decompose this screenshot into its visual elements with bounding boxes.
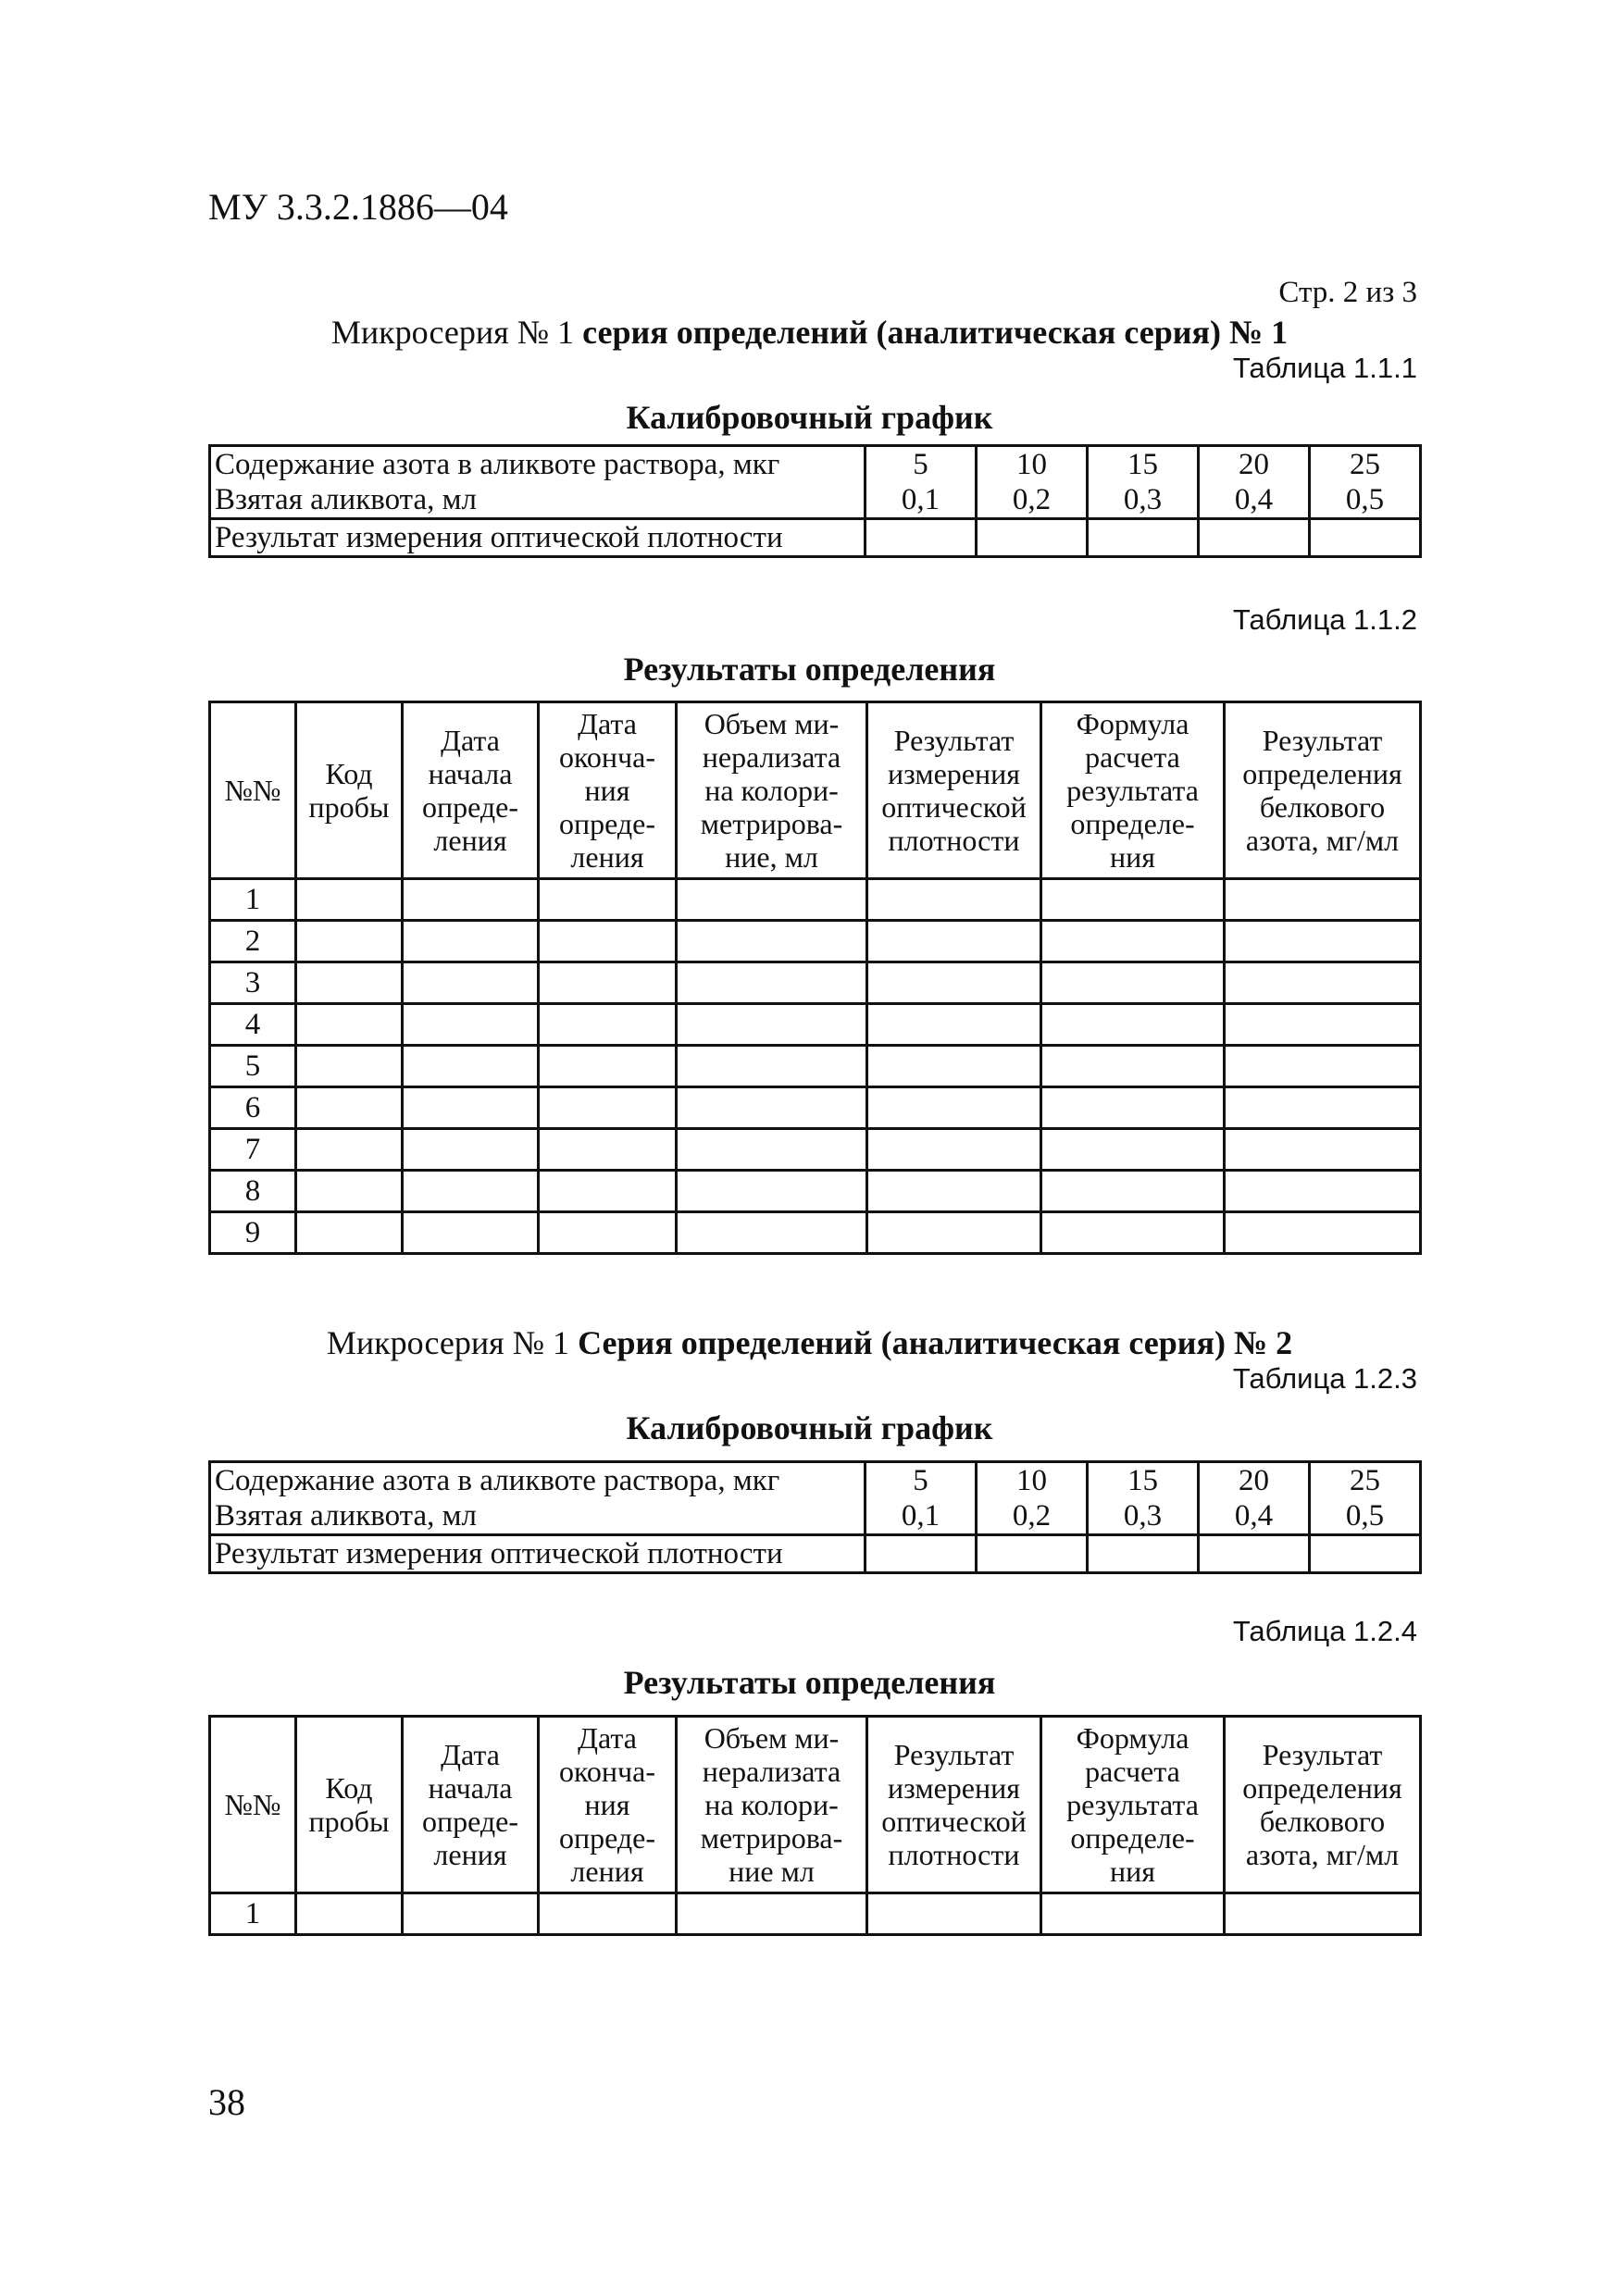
table-row — [210, 1129, 1421, 1171]
row-number: 5 — [210, 1046, 296, 1087]
nitrogen-content-label: Содержание азота в аликвоте раствора, мкг — [215, 448, 780, 481]
empty-cell — [1225, 921, 1421, 962]
series-1-title: серия определений (аналитическая серия) № 1 — [582, 314, 1289, 351]
amount-value: 5 — [913, 1464, 928, 1497]
empty-cell — [403, 1171, 539, 1212]
row-number: 2 — [210, 921, 296, 962]
optical-density-row — [210, 1535, 1421, 1573]
empty-cell — [1041, 1893, 1225, 1935]
empty-cell — [539, 921, 677, 962]
series-1-heading — [0, 313, 1619, 352]
optical-density-label: Результат измерения оптической плотности — [210, 519, 866, 557]
amount-value: 15 — [1127, 1464, 1158, 1497]
empty-cell — [1088, 519, 1199, 557]
empty-cell — [1041, 1129, 1225, 1171]
empty-cell — [977, 519, 1088, 557]
empty-cell — [1041, 1087, 1225, 1129]
empty-cell — [1225, 1171, 1421, 1212]
calibration-labels — [210, 1462, 866, 1535]
calibration-caption-2: Калибровочный график — [626, 1409, 993, 1446]
table-row — [210, 1004, 1421, 1046]
series-2-title: Серия определений (аналитическая серия) № 2 — [578, 1324, 1293, 1361]
empty-cell — [867, 879, 1041, 921]
empty-cell — [1041, 1212, 1225, 1254]
page-number: 38 — [208, 2081, 245, 2123]
results-header-row — [210, 702, 1421, 879]
calibration-row — [210, 1462, 1421, 1535]
calibration-row — [210, 446, 1421, 519]
table-1-1-1-label: Таблица 1.1.1 — [1232, 352, 1417, 384]
empty-cell — [296, 921, 403, 962]
empty-cell — [403, 879, 539, 921]
empty-cell — [867, 1893, 1041, 1935]
empty-cell — [1310, 519, 1421, 557]
empty-cell — [1225, 879, 1421, 921]
calibration-point — [1088, 1462, 1199, 1535]
empty-cell — [1199, 519, 1310, 557]
table-1-2-4-label: Таблица 1.2.4 — [1232, 1615, 1417, 1647]
table-row — [210, 1171, 1421, 1212]
calibration-point — [1199, 1462, 1310, 1535]
empty-cell — [403, 1893, 539, 1935]
aliquot-value: 0,1 — [901, 1499, 940, 1533]
empty-cell — [677, 1046, 867, 1087]
empty-cell — [867, 1212, 1041, 1254]
aliquot-value: 0,5 — [1345, 1499, 1385, 1533]
row-number: 6 — [210, 1087, 296, 1129]
table-row — [210, 921, 1421, 962]
results-table-1 — [208, 701, 1422, 1255]
header-end-date: Дата оконча- ния опреде- ления — [539, 702, 677, 879]
empty-cell — [677, 1087, 867, 1129]
empty-cell — [677, 879, 867, 921]
calibration-point — [866, 446, 977, 519]
amount-value: 25 — [1350, 1464, 1380, 1497]
empty-cell — [867, 1087, 1041, 1129]
empty-cell — [867, 1004, 1041, 1046]
aliquot-value: 0,2 — [1012, 483, 1052, 516]
empty-cell — [866, 1535, 977, 1573]
empty-cell — [1041, 1171, 1225, 1212]
empty-cell — [866, 519, 977, 557]
header-optical-density: Результат измерения оптической плотности — [867, 702, 1041, 879]
empty-cell — [677, 921, 867, 962]
table-row — [210, 1893, 1421, 1935]
row-number: 1 — [210, 879, 296, 921]
empty-cell — [1199, 1535, 1310, 1573]
empty-cell — [403, 1129, 539, 1171]
empty-cell — [296, 1212, 403, 1254]
amount-value: 25 — [1350, 448, 1380, 481]
empty-cell — [867, 1129, 1041, 1171]
aliquot-value: 0,4 — [1234, 1499, 1274, 1533]
empty-cell — [539, 1129, 677, 1171]
empty-cell — [539, 962, 677, 1004]
calibration-point — [977, 446, 1088, 519]
table-1-1-2-label: Таблица 1.1.2 — [1232, 603, 1417, 636]
row-number: 3 — [210, 962, 296, 1004]
aliquot-value: 0,2 — [1012, 1499, 1052, 1533]
empty-cell — [539, 1893, 677, 1935]
empty-cell — [296, 1893, 403, 1935]
table-row — [210, 879, 1421, 921]
header-protein-nitrogen: Результат определения белкового азота, мг/мл — [1225, 1717, 1421, 1893]
empty-cell — [1225, 1212, 1421, 1254]
empty-cell — [1041, 1004, 1225, 1046]
results-body-2 — [210, 1893, 1421, 1935]
empty-cell — [1041, 1046, 1225, 1087]
amount-value: 5 — [913, 448, 928, 481]
document-code: МУ 3.3.2.1886—04 — [208, 186, 508, 228]
aliquot-label: Взятая аликвота, мл — [215, 483, 477, 516]
nitrogen-content-label: Содержание азота в аликвоте раствора, мкг — [215, 1464, 780, 1497]
row-number: 7 — [210, 1129, 296, 1171]
empty-cell — [539, 1087, 677, 1129]
empty-cell — [677, 1893, 867, 1935]
calibration-table-1 — [208, 444, 1422, 558]
calibration-point — [866, 1462, 977, 1535]
header-number: №№ — [210, 702, 296, 879]
aliquot-value: 0,3 — [1123, 483, 1163, 516]
series-1-prefix: Микросерия № 1 — [330, 314, 583, 351]
header-formula: Формула расчета результата определе- ния — [1041, 1717, 1225, 1893]
calibration-table-2 — [208, 1460, 1422, 1574]
results-header-row — [210, 1717, 1421, 1893]
amount-value: 10 — [1016, 448, 1047, 481]
optical-density-label: Результат измерения оптической плотности — [210, 1535, 866, 1573]
row-number: 4 — [210, 1004, 296, 1046]
series-2-prefix: Микросерия № 1 — [326, 1324, 579, 1361]
header-start-date: Дата начала опреде- ления — [403, 702, 539, 879]
optical-density-row — [210, 519, 1421, 557]
empty-cell — [677, 962, 867, 1004]
empty-cell — [1310, 1535, 1421, 1573]
empty-cell — [296, 1171, 403, 1212]
empty-cell — [1041, 879, 1225, 921]
aliquot-value: 0,1 — [901, 483, 940, 516]
empty-cell — [1225, 1129, 1421, 1171]
aliquot-value: 0,5 — [1345, 483, 1385, 516]
results-table-2 — [208, 1715, 1422, 1936]
results-caption-1: Результаты определения — [623, 651, 996, 688]
empty-cell — [1225, 1046, 1421, 1087]
calibration-point — [1199, 446, 1310, 519]
table-row — [210, 1212, 1421, 1254]
header-protein-nitrogen: Результат определения белкового азота, мг/мл — [1225, 702, 1421, 879]
empty-cell — [403, 921, 539, 962]
table-row — [210, 962, 1421, 1004]
header-optical-density: Результат измерения оптической плотности — [867, 1717, 1041, 1893]
calibration-point — [1310, 446, 1421, 519]
calibration-point — [1088, 446, 1199, 519]
row-number: 8 — [210, 1171, 296, 1212]
header-mineralizate-volume: Объем ми- нерализата на колори- метрирова- ние, мл — [677, 702, 867, 879]
empty-cell — [677, 1212, 867, 1254]
empty-cell — [296, 962, 403, 1004]
empty-cell — [403, 962, 539, 1004]
empty-cell — [539, 1004, 677, 1046]
aliquot-value: 0,4 — [1234, 483, 1274, 516]
empty-cell — [867, 1171, 1041, 1212]
empty-cell — [539, 1171, 677, 1212]
page-reference: Стр. 2 из 3 — [1278, 276, 1417, 309]
results-body-1 — [210, 879, 1421, 1254]
empty-cell — [296, 879, 403, 921]
empty-cell — [677, 1129, 867, 1171]
calibration-labels — [210, 446, 866, 519]
table-1-2-3-label: Таблица 1.2.3 — [1232, 1362, 1417, 1395]
table-row — [210, 1046, 1421, 1087]
header-number: №№ — [210, 1717, 296, 1893]
header-end-date: Дата оконча- ния опреде- ления — [539, 1717, 677, 1893]
header-sample-code: Код пробы — [296, 702, 403, 879]
header-start-date: Дата начала опреде- ления — [403, 1717, 539, 1893]
empty-cell — [1088, 1535, 1199, 1573]
empty-cell — [403, 1087, 539, 1129]
empty-cell — [677, 1171, 867, 1212]
empty-cell — [403, 1046, 539, 1087]
empty-cell — [1225, 1087, 1421, 1129]
empty-cell — [539, 1046, 677, 1087]
results-caption-2: Результаты определения — [623, 1664, 996, 1701]
empty-cell — [867, 962, 1041, 1004]
calibration-point — [1310, 1462, 1421, 1535]
amount-value: 15 — [1127, 448, 1158, 481]
aliquot-label: Взятая аликвота, мл — [215, 1499, 477, 1533]
empty-cell — [867, 1046, 1041, 1087]
empty-cell — [677, 1004, 867, 1046]
empty-cell — [539, 1212, 677, 1254]
row-number: 1 — [210, 1893, 296, 1935]
header-mineralizate-volume: Объем ми- нерализата на колори- метрирова- ние мл — [677, 1717, 867, 1893]
amount-value: 20 — [1239, 1464, 1269, 1497]
calibration-caption-1: Калибровочный график — [626, 399, 993, 436]
empty-cell — [1041, 921, 1225, 962]
empty-cell — [296, 1129, 403, 1171]
row-number: 9 — [210, 1212, 296, 1254]
amount-value: 10 — [1016, 1464, 1047, 1497]
empty-cell — [1225, 962, 1421, 1004]
empty-cell — [539, 879, 677, 921]
empty-cell — [296, 1087, 403, 1129]
empty-cell — [1041, 962, 1225, 1004]
empty-cell — [867, 921, 1041, 962]
empty-cell — [403, 1212, 539, 1254]
table-row — [210, 1087, 1421, 1129]
empty-cell — [977, 1535, 1088, 1573]
empty-cell — [296, 1004, 403, 1046]
header-formula: Формула расчета результата определе- ния — [1041, 702, 1225, 879]
header-sample-code: Код пробы — [296, 1717, 403, 1893]
empty-cell — [403, 1004, 539, 1046]
series-2-heading — [0, 1323, 1619, 1362]
amount-value: 20 — [1239, 448, 1269, 481]
empty-cell — [1225, 1004, 1421, 1046]
empty-cell — [1225, 1893, 1421, 1935]
calibration-point — [977, 1462, 1088, 1535]
empty-cell — [296, 1046, 403, 1087]
aliquot-value: 0,3 — [1123, 1499, 1163, 1533]
